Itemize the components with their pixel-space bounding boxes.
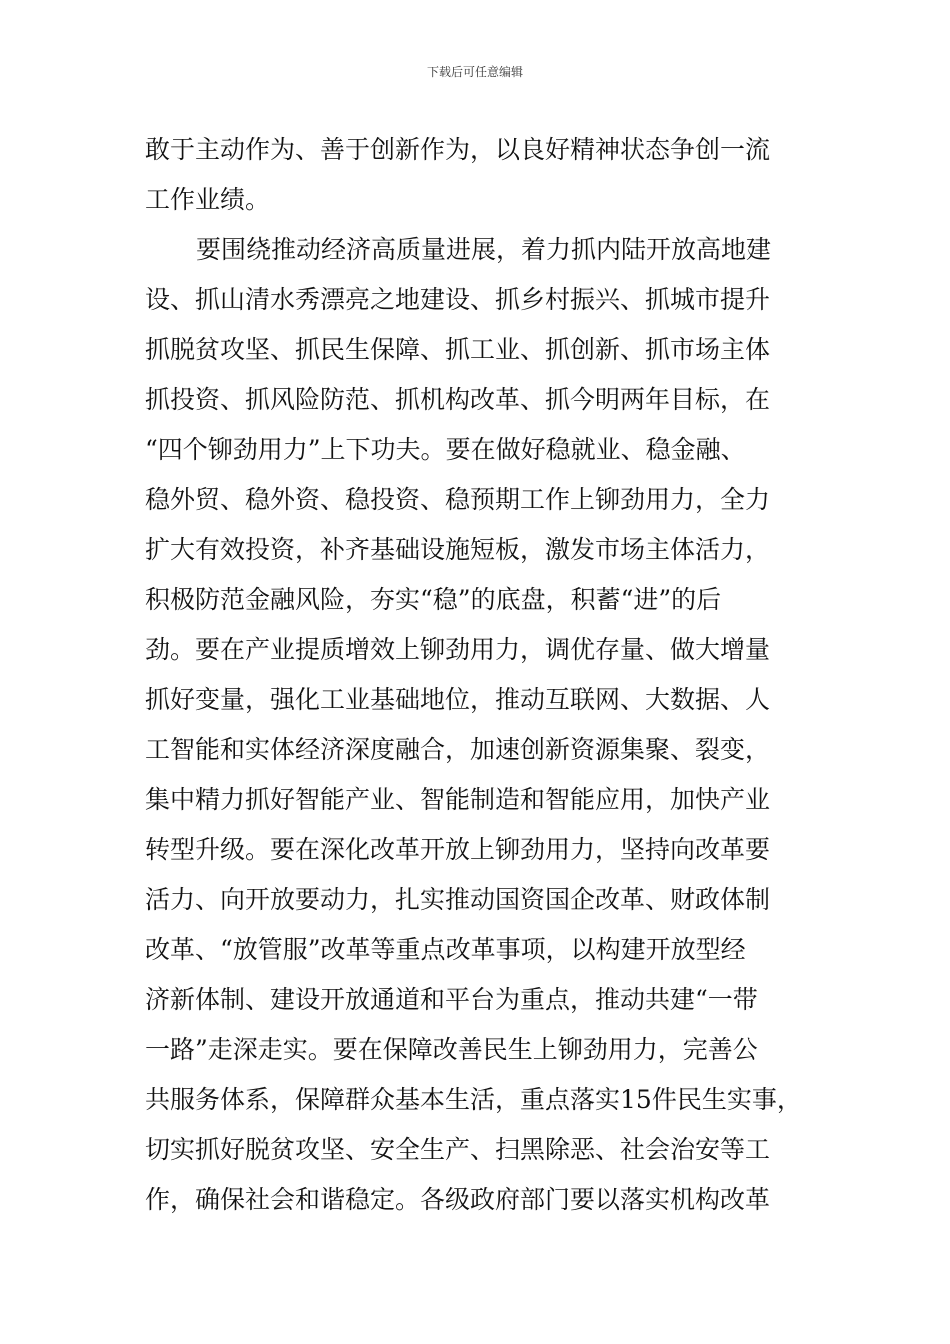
text-line: 积极防范金融风险，夯实“稳”的底盘，积蓄“进”的后: [145, 585, 722, 614]
text-line: “四个铆劲用力”上下功夫。要在做好稳就业、稳金融、: [145, 435, 746, 464]
text-line: 活力、向开放要动力，扎实推动国资国企改革、财政体制: [145, 885, 771, 914]
text-line: 一路”走深走实。要在保障改善民生上铆劲用力，完善公: [145, 1035, 758, 1064]
text-line: 工作业绩。: [145, 185, 271, 214]
text-line: 共服务体系，保障群众基本生活，重点落实15件民生实事，: [145, 1085, 802, 1114]
text-line: 改革、“放管服”改革等重点改革事项，以构建开放型经: [145, 935, 746, 964]
page-header: 下载后可任意编辑: [426, 65, 523, 79]
text-line: 敢于主动作为、善于创新作为，以良好精神状态争创一流: [145, 135, 771, 164]
text-line: 集中精力抓好智能产业、智能制造和智能应用，加快产业: [145, 785, 771, 814]
text-line: 抓好变量，强化工业基础地位，推动互联网、大数据、人: [145, 685, 771, 714]
text-line: 稳外贸、稳外资、稳投资、稳预期工作上铆劲用力，全力: [145, 485, 771, 514]
body-text: [145, 125, 815, 1225]
text-line: 作，确保社会和谐稳定。各级政府部门要以落实机构改革: [145, 1185, 771, 1214]
text-line: 扩大有效投资，补齐基础设施短板，激发市场主体活力，: [145, 535, 771, 564]
text-line: 切实抓好脱贫攻坚、安全生产、扫黑除恶、社会治安等工: [145, 1135, 771, 1164]
text-line: 转型升级。要在深化改革开放上铆劲用力，坚持向改革要: [145, 835, 771, 864]
paragraph-first-line: 要围绕推动经济高质量进展，着力抓内陆开放高地建: [196, 235, 772, 264]
text-line: 抓投资、抓风险防范、抓机构改革、抓今明两年目标，在: [145, 385, 771, 414]
text-line: 设、抓山清水秀漂亮之地建设、抓乡村振兴、抓城市提升: [145, 285, 771, 314]
text-line: 劲。要在产业提质增效上铆劲用力，调优存量、做大增量: [145, 635, 771, 664]
text-line: 工智能和实体经济深度融合，加速创新资源集聚、裂变，: [145, 735, 771, 764]
text-line: 抓脱贫攻坚、抓民生保障、抓工业、抓创新、抓市场主体: [145, 335, 771, 364]
text-line: 济新体制、建设开放通道和平台为重点，推动共建“一带: [145, 985, 758, 1014]
